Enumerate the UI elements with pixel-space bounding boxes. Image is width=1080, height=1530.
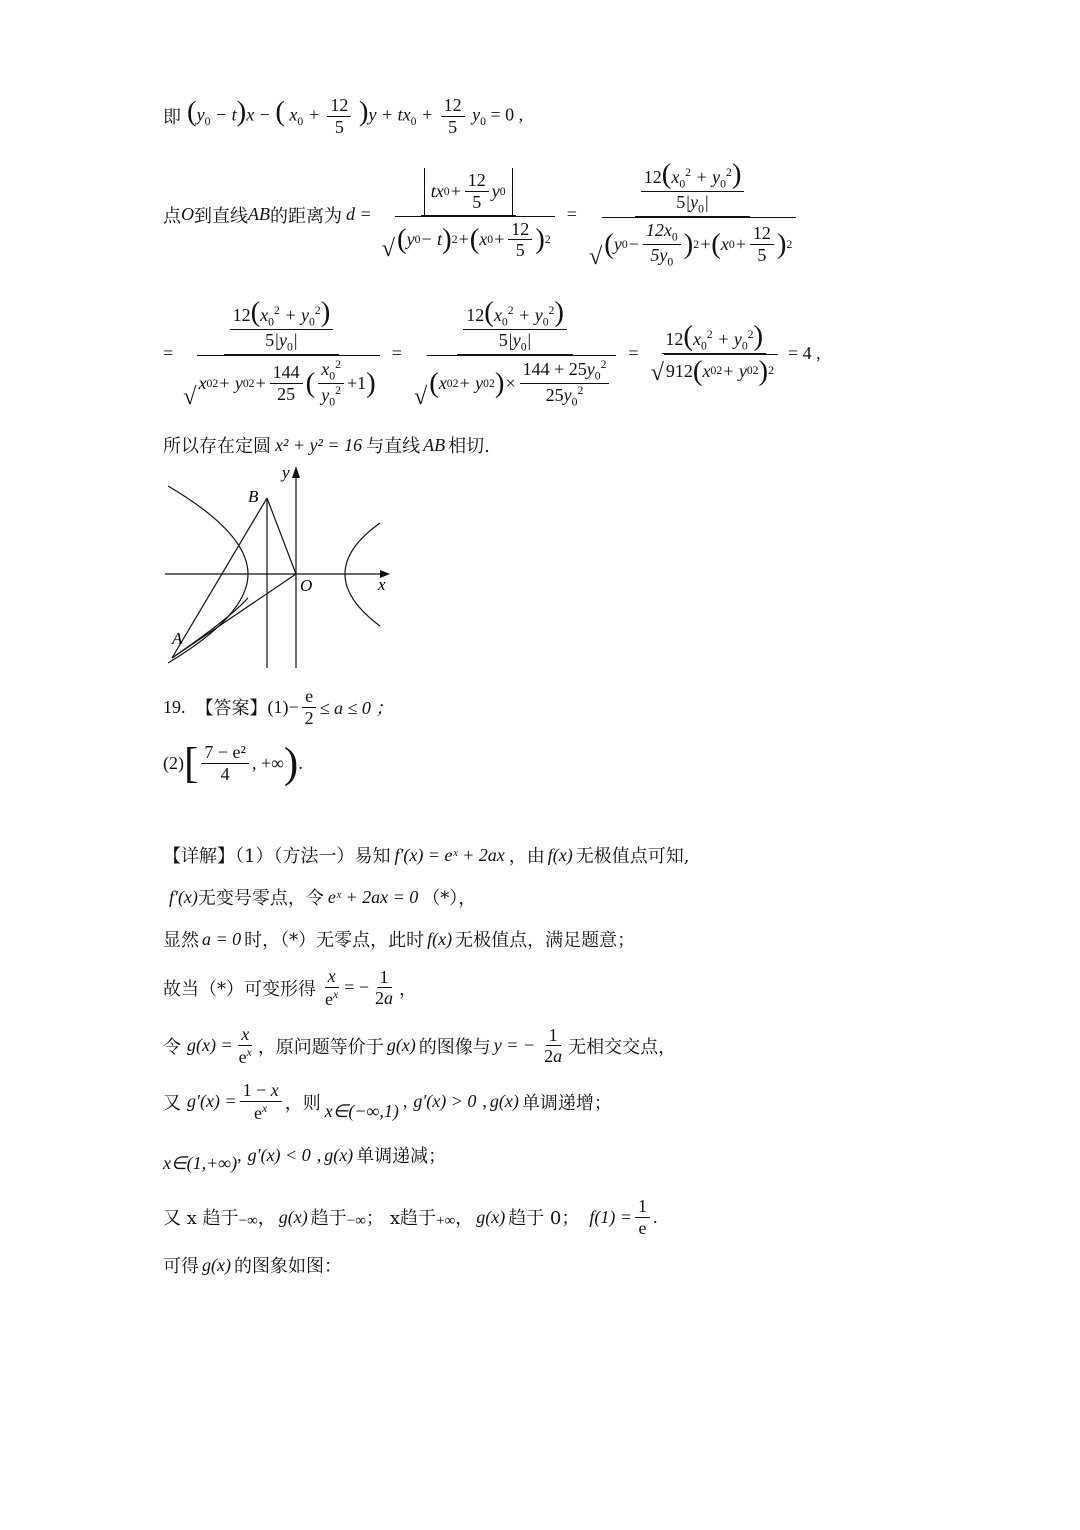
question-number: 19. xyxy=(163,696,186,717)
distance-frac-2: $\frac{12(x_0^2 + y_0^2)}{5|y_0|}$ √ ( y 0 − $\frac{12x_0}{5y_0}$ ) 2 + ( x 0 + $\frac{12}{5}$ ) 2 xyxy=(586,160,799,269)
equation-line-3: = $\frac{12(x_0^2 + y_0^2)}{5|y_0|}$ √ x 0 2 + y 0 2 + $\frac{144}{25}$ ( $\frac{x_0^2}{y_0^2}$ +1 ) = $\frac{12(x_0^2 + y_0^2)}{5|y_0|}$ √ ( x 0 2 + y 0 2 ) × $\frac{144 + 25y_0^2}{25y_0^2}$ = $12(x_0^2 + y_0^2)$ √ 912 ( x 0 2 + y 0 2 ) 2 = 4 , xyxy=(163,296,821,410)
eq3-frac-3: $12(x_0^2 + y_0^2)$ √ 912 ( x 0 2 + y 0 2 ) 2 xyxy=(648,322,781,386)
distance-frac-1: tx 0 + $\frac{12}{5}$ y 0 √ ( y 0 − t ) 2 + ( x 0 + $\frac{12}{5}$ ) 2 xyxy=(379,168,558,261)
part2-frac: $\frac{\text{7 − e²}}{4}$ xyxy=(201,742,249,784)
detail-line-7: x∈(1,+∞) , g′(x) < 0 , g(x) 单调递减； xyxy=(163,1144,447,1173)
detail-line-3: 显然 a = 0 时，（*）无零点，此时 f(x) 无极值点，满足题意； xyxy=(163,928,636,951)
conclusion-line xyxy=(163,432,490,458)
line-AB: AB xyxy=(248,204,270,225)
answer-line-1: 19. 【答案】 (1) − $\frac{e}{2}$ ≤ a ≤ 0 ； xyxy=(163,686,394,728)
line-AB-2: AB xyxy=(423,434,446,455)
label-y: y xyxy=(282,463,290,482)
point-O: O xyxy=(181,204,194,225)
label-O: O xyxy=(300,576,313,595)
part2-tail: , +∞ xyxy=(251,753,284,774)
eq3-frac-2: $\frac{12(x_0^2 + y_0^2)}{5|y_0|}$ √ ( x 0 2 + y 0 2 ) × $\frac{144 + 25y_0^2}{25y_0^2}$ xyxy=(411,298,620,409)
part2-label: (2) xyxy=(163,753,184,774)
e-over-2: $\frac{e}{2}$ xyxy=(302,686,317,728)
text-tangent: 相切. xyxy=(448,436,490,457)
text-to-line: 到直线 xyxy=(194,205,248,227)
text-therefore: 所以存在定圆 xyxy=(163,436,271,457)
eq3-result: = 4 , xyxy=(787,343,821,364)
answer-tag: 【答案】 xyxy=(195,698,268,720)
part1-label: (1) xyxy=(267,696,289,717)
detail-line-2: f′(x) 无变号零点，令 eˣ + 2ax = 0 （*）， xyxy=(169,886,477,909)
detail-line-9: 可得 g(x) 的图象如图： xyxy=(163,1254,342,1277)
detail-line-5: 令 g(x) = $\frac{x}{e^x}$ ，原问题等价于 g(x) 的图像与 y = − $\frac{1}{2a}$ 无相交交点， xyxy=(163,1024,677,1067)
distance-line: 点 O 到直线 AB 的距离为 d = tx 0 + $\frac{12}{5}$ y 0 √ ( y 0 − t ) 2 + ( x 0 + $\frac{12}{5}$ ) 2 = $\frac{12(x_0^2 + y_0^2)}{5|y_0|}$ √ ( y 0 − $\frac{12x_0}{5y_0}$ ) 2 + ( x 0 + $\frac{12}{5}$ ) 2 xyxy=(163,160,802,269)
detail-line-4: 故当（*）可变形得 $\frac{x}{e^x}$ = − $\frac{1}{2a}$ ， xyxy=(163,966,417,1009)
text-ji: 即 xyxy=(163,107,181,129)
detail-line-1: 【详解】（1）（方法一）易知 f′(x) = eˣ + 2ax ，由 f(x) 无极值点可知, xyxy=(163,842,689,868)
equation-line-1 xyxy=(163,95,523,137)
text-distance: 的距离为 xyxy=(270,205,342,227)
d-equals: d = xyxy=(346,204,372,225)
label-A: A xyxy=(172,629,183,648)
answer-line-2: (2) [ $\frac{\text{7 − e²}}{4}$ , +∞ ) . xyxy=(163,740,303,787)
text-with-line: 与直线 xyxy=(366,436,421,457)
detail-line-6: 又 g′(x) = $\frac{1 - x}{e^x}$ ，则 x∈(−∞,1) , g′(x) > 0 , g(x) 单调递增； xyxy=(163,1080,612,1123)
text-dian: 点 xyxy=(163,205,181,227)
label-x: x xyxy=(378,575,386,594)
eq3-frac-1: $\frac{12(x_0^2 + y_0^2)}{5|y_0|}$ √ x 0 2 + y 0 2 + $\frac{144}{25}$ ( $\frac{x_0^2}{y_0^2}$ +1 ) xyxy=(180,298,383,409)
detail-line-8: 又 x 趋于 −∞ ， g(x) 趋于 −∞ ； x趋于 +∞ ， g(x) 趋于 0； f(1) = $\frac{1}{e}$ . xyxy=(163,1196,658,1238)
circle-eq: x² + y² = 16 xyxy=(275,434,363,455)
part1-tail: ≤ a ≤ 0 ； xyxy=(319,698,394,719)
hyperbola-figure xyxy=(160,458,400,673)
label-B: B xyxy=(248,487,259,506)
detail-tag: 【详解】（1）（方法一）易知 xyxy=(163,846,391,867)
line1-eq: $(y_0 - t)x$ − ( $x_0$ + $\frac{12}{5}$ )$y + tx_0$ + $\frac{12}{5}$ $y_0 = 0$ , xyxy=(187,95,524,137)
derivative-eq: f′(x) = eˣ + 2ax xyxy=(394,844,505,865)
